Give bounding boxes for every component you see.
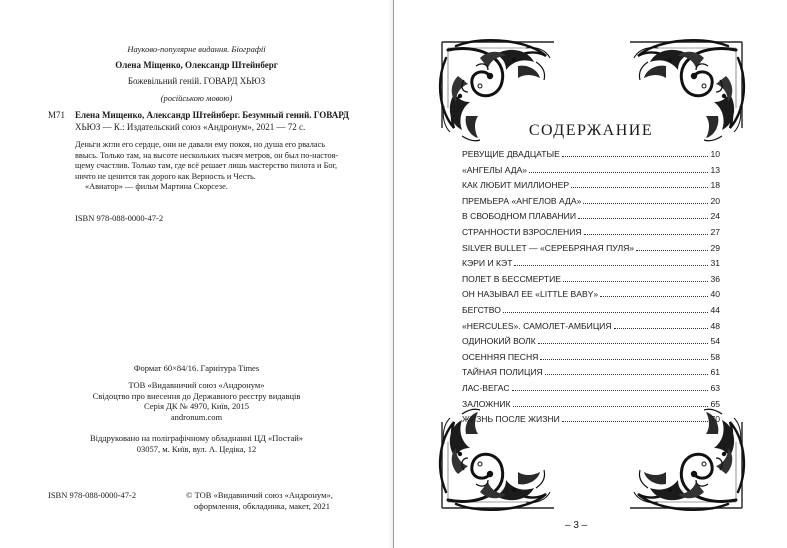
book-spine [393, 0, 394, 548]
toc-entry-page: 31 [710, 258, 720, 269]
toc-entry-title: ЖИЗНЬ ПОСЛЕ ЖИЗНИ [462, 414, 560, 425]
toc-entry-title: ОСЕННЯЯ ПЕСНЯ [462, 351, 539, 362]
toc-entry-page: 40 [710, 289, 720, 300]
toc-entry [462, 383, 720, 399]
toc-entry-page: 13 [710, 164, 720, 175]
copyright-block [186, 490, 333, 511]
publisher-line: Серія ДК № 4970, Київ, 2015 [143, 401, 250, 411]
toc-entry-page: 29 [710, 242, 720, 253]
catalog-line-1 [75, 110, 370, 120]
toc-entry [462, 336, 720, 352]
toc-leader-dots [503, 312, 708, 313]
annotation-line: щему счастлив. Только там, где всё решает лишь мастерство пилота и Бог, [75, 161, 338, 171]
toc-entry-page: 27 [710, 226, 720, 237]
toc-entry-title: КАК ЛЮБИТ МИЛЛИОНЕР [462, 180, 570, 191]
toc-entry-title: В СВОБОДНОМ ПЛАВАНИИ [462, 211, 577, 222]
language-note: (російською мовою) [160, 93, 233, 103]
printer-line: Віддруковано на поліграфічному обладнанні ЦД «Постай» [89, 433, 304, 443]
toc-entry [462, 274, 720, 290]
publisher-line: Свідоцтво про внесення до Державного реєстру видавців [92, 390, 301, 401]
isbn-top: ISBN 978-088-0000-47-2 [75, 213, 164, 223]
toc-leader-dots [529, 172, 708, 173]
toc-leader-dots [600, 296, 708, 297]
toc-entry-title: СТРАННОСТИ ВЗРОСЛЕНИЯ [462, 226, 582, 237]
publisher-block [0, 380, 393, 422]
toc-entry-title: «АНГЕЛЫ АДА» [462, 164, 528, 175]
toc-entry-page: 61 [710, 367, 720, 378]
toc-entry-title: SILVER BULLET — «СЕРЕБРЯНАЯ ПУЛЯ» [462, 242, 635, 253]
toc-entry-title: БЕГСТВО [462, 304, 501, 315]
toc-entry-page: 20 [710, 195, 720, 206]
toc-leader-dots [562, 156, 709, 157]
toc-leader-dots [512, 390, 709, 391]
toc-entry [462, 352, 720, 368]
toc-entry-page: 10 [710, 149, 720, 159]
toc-entry [462, 227, 720, 243]
toc-entry [462, 289, 720, 305]
toc-entry-title: РЕВУЩИЕ ДВАДЦАТЫЕ [462, 149, 560, 159]
toc-entry-page: 65 [710, 398, 720, 409]
toc-entry-title: ПОЛЕТ В БЕССМЕРТИЕ [462, 273, 561, 284]
toc-heading: СОДЕРЖАНИЕ [528, 122, 654, 139]
catalog-code: М71 [48, 110, 66, 120]
annotation-line: Деньги жгли его сердце, они не давали ему покоя, но душа его рвалась [75, 140, 326, 149]
format-line: Формат 60×84/16. Гарнітура Times [133, 363, 260, 373]
toc-entry-page: 36 [710, 273, 720, 284]
toc-leader-dots [584, 234, 709, 235]
series-line: Науково-популярне видання. Біографії [127, 44, 266, 54]
toc-leader-dots [545, 374, 709, 375]
book-title-line: Божевільний геній. ГОВАРД ХЬЮЗ [127, 76, 266, 86]
toc-entry-title: ЛАС-ВЕГАС [462, 382, 510, 393]
toc-entry-page: 63 [710, 382, 720, 393]
toc-leader-dots [513, 406, 709, 407]
toc-entry-page: 44 [710, 304, 720, 315]
toc-entry [462, 414, 720, 430]
catalog-line-2: ХЬЮЗ — К.: Издательский союз «Андронум», 2021 — 72 с. [75, 122, 306, 132]
toc-leader-dots [538, 343, 709, 344]
toc-entry [462, 399, 720, 415]
toc-entry-page: 58 [710, 351, 720, 362]
toc-leader-dots [614, 328, 709, 329]
toc-entry-title: ПРЕМЬЕРА «АНГЕЛОВ АДА» [462, 195, 582, 206]
printer-block [0, 433, 393, 455]
annotation-line: ввысь. Только там, на высоте нескольких тысяч метров, он был по-настоя- [75, 150, 339, 160]
toc-entry-title: КЭРИ И КЭТ [462, 258, 513, 269]
toc-entry [462, 180, 720, 196]
toc-entry-title: ТАЙНАЯ ПОЛИЦИЯ [462, 367, 543, 378]
toc-entry [462, 367, 720, 383]
toc-entry-page: 70 [710, 414, 720, 425]
toc-leader-dots [571, 187, 708, 188]
toc-leader-dots [583, 203, 708, 204]
authors-line: Олена Міщенко, Олександр Штейнберг [115, 60, 278, 70]
toc-entry [462, 321, 720, 337]
toc-entry [462, 305, 720, 321]
toc-entry-title: ОДИНОКИЙ ВОЛК [462, 336, 536, 347]
toc-entry-title: ОН НАЗЫВАЛ ЕЕ «LITTLE BABY» [462, 289, 599, 300]
toc-leader-dots [636, 250, 708, 251]
toc-entry [462, 149, 720, 165]
annotation-line: ничто не ценится так дорого как Верность и Честь. [75, 171, 256, 181]
toc-entry [462, 196, 720, 212]
annotation-paragraph [75, 140, 345, 193]
toc-entry [462, 243, 720, 259]
toc-leader-dots [514, 265, 708, 266]
toc-entry-page: 24 [710, 211, 720, 222]
toc-list [462, 149, 720, 430]
toc-leader-dots [540, 359, 708, 360]
isbn-bottom: ISBN 978-088-0000-47-2 [48, 490, 137, 500]
toc-entry-title: ЗАЛОЖНИК [462, 398, 511, 409]
publisher-line: ТОВ «Видавничий союз «Андронум» [128, 380, 265, 390]
page-number: – 3 – [565, 520, 588, 531]
toc-entry-title: «HERCULES». САМОЛЕТ-АМБИЦИЯ [462, 320, 612, 331]
printer-line: 03057, м. Київ, вул. А. Цедіка, 12 [136, 444, 257, 454]
toc-entry-page: 18 [710, 180, 720, 191]
toc-entry [462, 165, 720, 181]
copyright-line: оформлення, обкладинка, макет, 2021 [194, 500, 331, 511]
publisher-line: andronum.com [170, 411, 223, 422]
annotation-line: «Авиатор» — фильм Мартина Скорсезе. [85, 182, 228, 192]
copyright-line: © ТОВ «Видавничий союз «Андронум», [186, 490, 333, 500]
toc-leader-dots [562, 421, 709, 422]
toc-entry-page: 48 [710, 320, 720, 331]
toc-leader-dots [578, 218, 708, 219]
toc-entry [462, 258, 720, 274]
toc-entry-page: 54 [710, 336, 720, 347]
catalog-line-1-text: Елена Мищенко, Александр Штейнберг. Безумный гений. ГОВАРД [75, 110, 349, 120]
toc-leader-dots [563, 281, 708, 282]
toc-entry [462, 211, 720, 227]
